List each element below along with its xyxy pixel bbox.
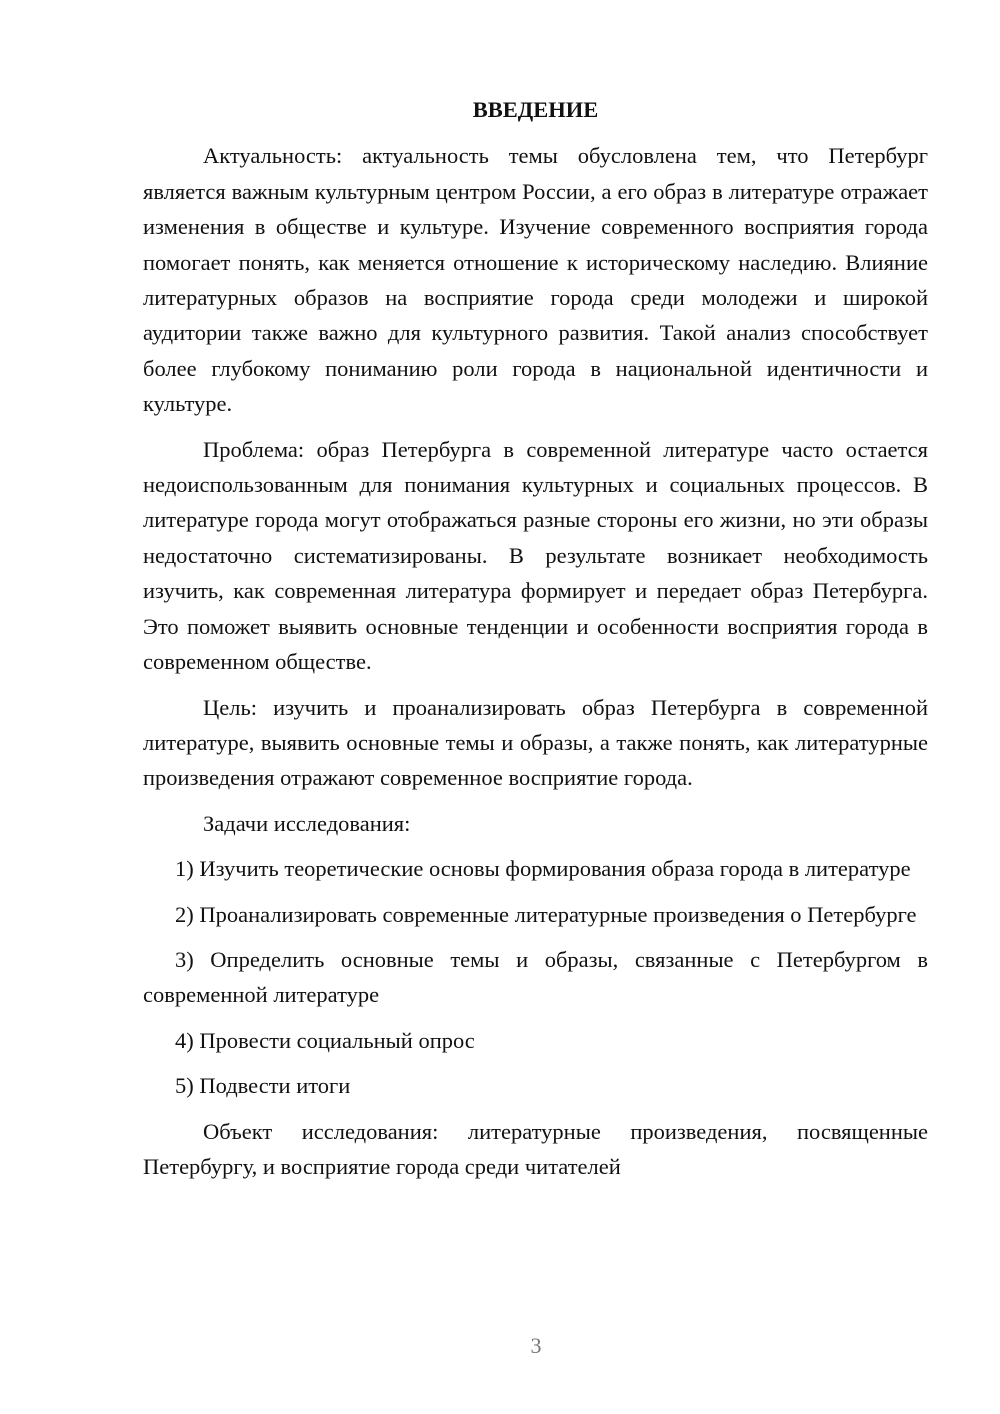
problem-paragraph: Проблема: образ Петербурга в современной литературе часто остается недоиспользованным для понимания культурных и социальных процессов. В литературе города могут отображаться разные стороны его жизни, но эти образы недостаточно систематизированы. В результате возникает необходимость изучить, как современная литература формирует и передает образ Петербурга. Это поможет выявить основные тенденции и особенности восприятия города в современном обществе. (143, 436, 928, 675)
page-number: 3 (530, 1333, 542, 1358)
object-paragraph: Объект исследования: литературные произведения, посвященные Петербургу, и восприятие города среди читателей (143, 1118, 928, 1179)
task-item-1: 1) Изучить теоретические основы формирования образа города в литературе (175, 856, 911, 882)
document-page (143, 92, 928, 1194)
goal-paragraph: Цель: изучить и проанализировать образ Петербурга в современной литературе, выявить основные темы и образы, а также понять, как литературные произведения отражают современное восприятие города. (143, 694, 928, 791)
relevance-paragraph: Актуальность: актуальность темы обусловлена тем, что Петербург является важным культурным центром России, а его образ в литературе отражает изменения в обществе и культуре. Изучение современного восприятия города помогает понять, как меняется отношение к историческому наследию. Влияние литературных образов на восприятие города среди молодежи и широкой аудитории также важно для культурного развития. Такой анализ способствует более глубокому пониманию роли города в национальной идентичности и культуре. (143, 143, 928, 417)
section-heading: ВВЕДЕНИЕ (472, 97, 599, 122)
task-item-3: 3) Определить основные темы и образы, связанные с Петербургом в современной литературе (143, 946, 928, 1008)
task-item-5: 5) Подвести итоги (175, 1073, 351, 1099)
task-item-2: 2) Проанализировать современные литературные произведения о Петербурге (175, 901, 917, 927)
tasks-heading: Задачи исследования: (203, 810, 411, 836)
task-item-4: 4) Провести социальный опрос (175, 1027, 475, 1053)
